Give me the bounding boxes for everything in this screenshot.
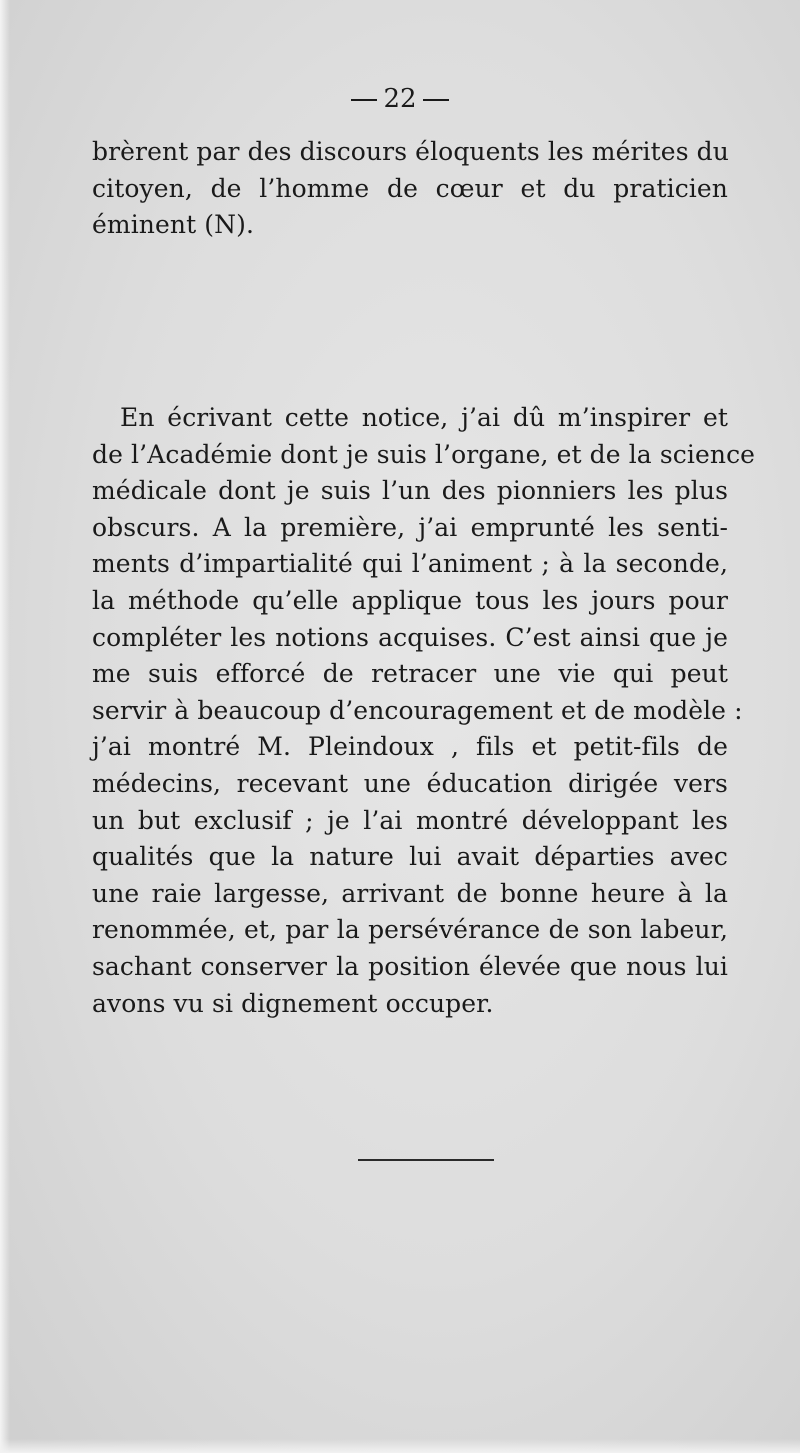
text-line: citoyen, de l’homme de cœur et du praticien <box>92 173 728 203</box>
page-number-dash-right <box>423 99 449 101</box>
text-line: de l’Académie dont je suis l’organe, et de la science <box>92 439 756 469</box>
text-line: servir à beaucoup d’encouragement et de modèle : <box>92 695 743 725</box>
text-line: avons vu si dignement occuper. <box>92 988 494 1018</box>
text-line: renommée, et, par la persévérance de son labeur, <box>92 915 728 945</box>
text-line: un but exclusif ; je l’ai montré développant les <box>92 805 728 835</box>
page-edge-bottom <box>0 1439 800 1453</box>
text-line: médicale dont je suis l’un des pionniers les plus <box>92 476 728 506</box>
paragraph-1 <box>92 134 728 244</box>
page-number-value: 22 <box>383 84 417 114</box>
text-line: En écrivant cette notice, j’ai dû m’inspirer et <box>120 403 728 432</box>
page-number <box>0 84 800 114</box>
text-line: la méthode qu’elle applique tous les jours pour <box>92 585 728 615</box>
paragraph-2 <box>92 400 756 1022</box>
text-line: une raie largesse, arrivant de bonne heure à la <box>92 878 728 908</box>
text-line: obscurs. A la première, j’ai emprunté les senti- <box>92 512 728 542</box>
text-line: qualités que la nature lui avait départies avec <box>92 842 728 872</box>
text-line: j’ai montré M. Pleindoux , fils et petit-fils de <box>92 732 728 762</box>
text-line: ments d’impartialité qui l’animent ; à la seconde, <box>92 549 728 579</box>
text-line: médecins, recevant une éducation dirigée vers <box>92 768 728 798</box>
text-line: compléter les notions acquises. C’est ainsi que je <box>92 622 728 652</box>
page-edge-left <box>0 0 10 1453</box>
text-line: sachant conserver la position élevée que nous lui <box>92 951 728 981</box>
page-number-dash-left <box>351 99 377 101</box>
text-line: brèrent par des discours éloquents les mérites du <box>92 137 729 166</box>
text-line: éminent (N). <box>92 210 255 240</box>
section-divider <box>358 1159 494 1161</box>
text-line: me suis efforcé de retracer une vie qui peut <box>92 659 728 689</box>
